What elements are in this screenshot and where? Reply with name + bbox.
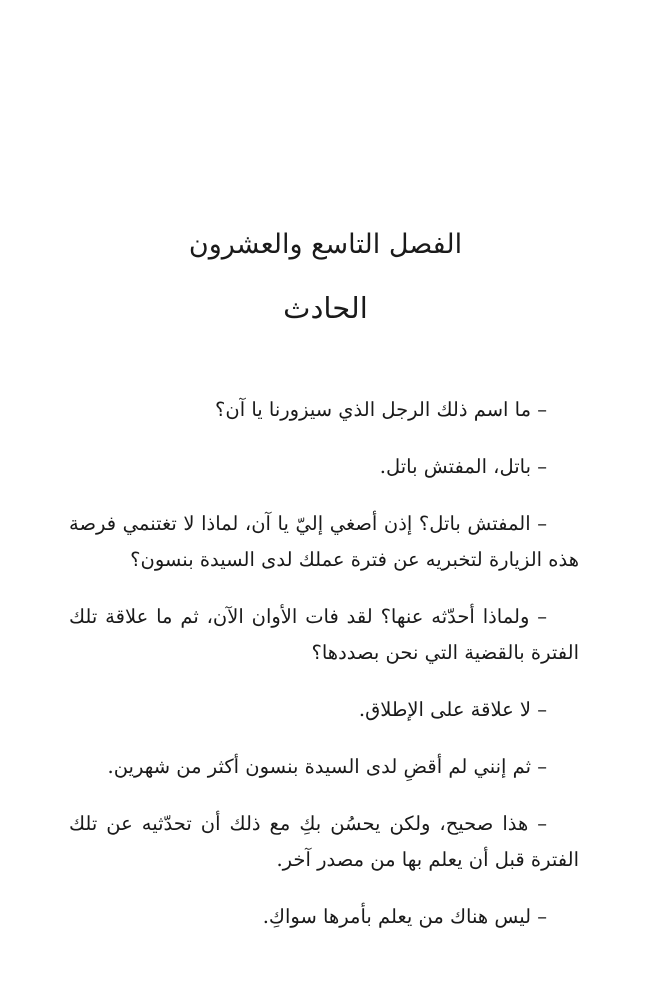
dialogue-paragraph: – ليس هناك من يعلم بأمرها سواكِ. — [262, 905, 547, 928]
dialogue-paragraph: – المفتش باتل؟ إذن أصغي إليّ يا آن، لماذا لا تغتنمي فرصة هذه الزيارة لتخبريه عن فترة عملك لدى السيدة بنسون؟ — [69, 512, 579, 571]
dialogue-paragraph: – ثم إنني لم أقضِ لدى السيدة بنسون أكثر من شهرين. — [107, 755, 547, 778]
chapter-title: الفصل التاسع والعشرون — [188, 229, 463, 260]
dialogue-paragraph: – ما اسم ذلك الرجل الذي سيزورنا يا آن؟ — [215, 398, 547, 421]
dialogue-paragraph: – ولماذا أحدّثه عنها؟ لقد فات الأوان الآن، ثم ما علاقة تلك الفترة بالقضية التي نحن بصددها؟ — [69, 605, 579, 664]
dialogue-paragraph: – هذا صحيح، ولكن يحسُن بكِ مع ذلك أن تحدّثيه عن تلك الفترة قبل أن يعلم بها من مصدر آخر. — [69, 812, 579, 871]
chapter-body — [69, 392, 579, 956]
dialogue-paragraph: – لا علاقة على الإطلاق. — [358, 698, 547, 721]
chapter-subtitle: الحادث — [283, 291, 368, 325]
dialogue-paragraph: – باتل، المفتش باتل. — [379, 455, 547, 478]
